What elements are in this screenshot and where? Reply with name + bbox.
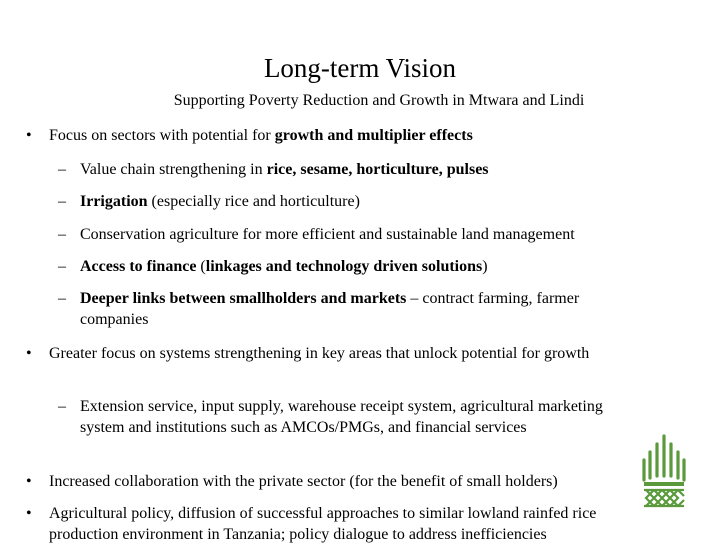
bullet-text: Agricultural policy, diffusion of successful approaches to similar lowland rainfed rice production environment in Tanzania; policy dialogue to address inefficiencies (49, 505, 597, 543)
subbullet-text: Value chain strengthening in (80, 161, 267, 178)
subbullet-value-chain (58, 159, 646, 180)
subbullet-finance (58, 256, 646, 277)
subbullet-irrigation (58, 191, 646, 212)
subbullet-text: ) (482, 258, 488, 275)
bullet-marker: • (26, 505, 32, 522)
bullet-focus-sectors (26, 125, 649, 146)
slide-subtitle: Supporting Poverty Reduction and Growth in Mtwara and Lindi (173, 92, 585, 109)
subbullet-conservation (58, 224, 646, 245)
dash-marker: – (58, 193, 66, 210)
subbullet-text: Extension service, input supply, warehouse receipt system, agricultural marketing system and institutions such as AMCOs/PMGs, and financial services (80, 398, 603, 436)
subbullet-text: (especially rice and horticulture) (147, 193, 360, 210)
bullet-text: Greater focus on systems strengthening in key areas that unlock potential for growth (49, 345, 590, 362)
subbullet-text-bold: rice, sesame, horticulture, pulses (266, 161, 489, 178)
bullet-marker: • (26, 345, 32, 362)
dash-marker: – (58, 290, 66, 307)
subbullet-market-links (58, 288, 646, 330)
bullet-text: Increased collaboration with the private sector (for the benefit of small holders) (49, 473, 558, 490)
dash-marker: – (58, 161, 66, 178)
subbullet-text: Conservation agriculture for more efficient and sustainable land management (80, 226, 575, 243)
subbullet-text: – contract farming, farmer companies (80, 290, 580, 328)
bullet-marker: • (26, 473, 32, 490)
bullet-text: Focus on sectors with potential for (49, 127, 275, 144)
aga-khan-foundation-logo (640, 432, 688, 510)
dash-marker: – (58, 258, 66, 275)
subbullet-text: ( (196, 258, 206, 275)
dash-marker: – (58, 226, 66, 243)
subbullet-text-bold: Deeper links between smallholders and markets (80, 290, 407, 307)
bullet-systems (26, 343, 649, 364)
bullet-policy (26, 503, 649, 545)
subbullet-text-bold: linkages and technology driven solutions (205, 258, 483, 275)
dash-marker: – (58, 398, 66, 415)
subbullet-extension (58, 396, 620, 438)
subbullet-text-bold: Access to finance (80, 258, 197, 275)
bullet-private-sector (26, 471, 669, 492)
bullet-marker: • (26, 127, 32, 144)
bullet-text-bold: growth and multiplier effects (274, 127, 473, 144)
slide-title: Long-term Vision (263, 53, 457, 83)
subbullet-text-bold: Irrigation (80, 193, 148, 210)
